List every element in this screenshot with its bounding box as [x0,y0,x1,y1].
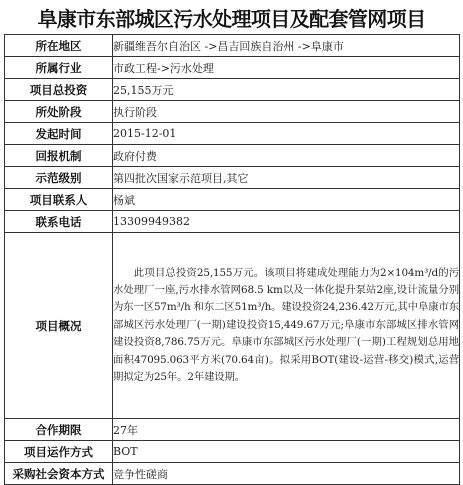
row-value-industry: 市政工程->污水处理 [113,57,460,79]
row-label-start-date: 发起时间 [5,123,113,145]
row-value-region: 新疆维吾尔自治区 ->昌吉回族自治州 ->阜康市 [113,35,460,57]
row-label-return-mechanism: 回报机制 [5,145,113,167]
row-value-contact: 杨斌 [113,189,460,211]
row-value-procurement: 竞争性磋商 [113,463,460,485]
row-label-stage: 所处阶段 [5,101,113,123]
row-value-term: 27年 [113,419,460,441]
row-value-overview: 此项目总投资25,155万元。该项目将建成处理能力为2×104m³/d的污水处理厂一座,污水排水管网68.5 km以及一体化提升泵站2座,设计流量分别为东一区57m³/h 和东二区51m³/h。建设投资24,236.42万元,其中阜康市东部城区污水处理厂(一期)建设投资15,449.67万元;阜康市东部城区排水管网建设投资8,786.75万元。阜康市东部城区污水处理厂(一期)工程规划总用地面积47095.063平方米(70.64亩)。拟采用BOT(建设-运营-移交)模式,运营期拟定为25年。2年建设期。 [113,233,460,419]
table-row [5,123,460,145]
table-row [5,79,460,101]
row-label-overview: 项目概况 [5,233,113,419]
row-label-industry: 所属行业 [5,57,113,79]
row-label-demo-level: 示范级别 [5,167,113,189]
row-label-region: 所在地区 [5,35,113,57]
table-row [5,189,460,211]
table-row [5,101,460,123]
table-row [5,211,460,233]
row-label-term: 合作期限 [5,419,113,441]
page-title: 阜康市东部城区污水处理项目及配套管网项目 [37,6,426,31]
table-row [5,463,460,485]
table-row [5,233,460,419]
row-value-start-date: 2015-12-01 [113,123,460,145]
row-value-demo-level: 第四批次国家示范项目,其它 [113,167,460,189]
table-row [5,167,460,189]
row-value-stage: 执行阶段 [113,101,460,123]
project-info-table [4,34,460,485]
row-value-phone: 13309949382 [113,211,460,233]
table-row [5,35,460,57]
table-row [5,441,460,463]
row-value-total-investment: 25,155万元 [113,79,460,101]
row-label-phone: 联系电话 [5,211,113,233]
row-label-total-investment: 项目总投资 [5,79,113,101]
table-row [5,419,460,441]
row-value-operation-mode: BOT [113,441,460,463]
table-row [5,145,460,167]
row-label-procurement: 采购社会资本方式 [5,463,113,485]
row-label-operation-mode: 项目运作方式 [5,441,113,463]
table-row [5,57,460,79]
row-value-return-mechanism: 政府付费 [113,145,460,167]
row-label-contact: 项目联系人 [5,189,113,211]
